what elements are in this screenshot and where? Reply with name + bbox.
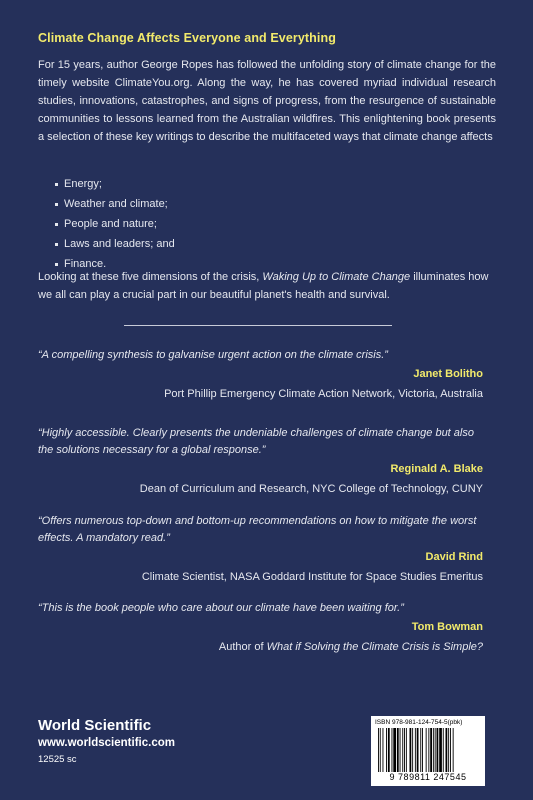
list-item: Weather and climate; <box>55 194 175 214</box>
barcode-bar <box>430 728 432 772</box>
reviewer-affiliation: Dean of Curriculum and Research, NYC College of Technology, CUNY <box>139 483 483 495</box>
barcode-bar <box>410 728 412 772</box>
barcode-bar <box>443 728 444 772</box>
barcode-bar <box>404 728 405 772</box>
outro-text-end: illuminates how we all can play a crucial part in our beautiful planet's health and survival. <box>38 271 489 301</box>
barcode-bar <box>437 728 439 772</box>
barcode-bar <box>406 728 407 772</box>
reviewer-name: Tom Bowman <box>411 621 483 633</box>
divider <box>124 325 392 326</box>
barcode-bar <box>378 728 379 772</box>
barcode-bar <box>402 728 403 772</box>
outro-text-start: Looking at these five dimensions of the crisis, <box>38 271 263 283</box>
review-quote: “This is the book people who care about our climate have been waiting for.” <box>38 602 404 614</box>
reviewer-name: Reginald A. Blake <box>390 463 483 475</box>
intro-paragraph: For 15 years, author George Ropes has followed the unfolding story of climate change for the timely website ClimateYou.org. Along the way, he has covered myriad individual research studies, innovations, catastrophes, and signs of progress, from the resurgence of sustainable communities to lessons learned from the Australian wildfires. This enlightening book presents a selection of these key writings to describe the multifaceted ways that climate change affects <box>38 59 496 143</box>
review-block <box>38 513 483 585</box>
barcode-bar <box>415 728 416 772</box>
cover-heading: Climate Change Affects Everyone and Everything <box>38 31 336 45</box>
barcode-bar <box>386 728 387 772</box>
review-block <box>38 600 483 655</box>
review-quote: “Offers numerous top-down and bottom-up recommendations on how to mitigate the worst effects. A mandatory read.” <box>38 515 477 544</box>
outro-paragraph <box>38 268 496 304</box>
affiliation-book-title: What if Solving the Climate Crisis is Simple? <box>266 641 483 653</box>
affiliation-prefix: Author of <box>218 641 267 653</box>
review-block <box>38 347 483 402</box>
list-item: Finance. <box>55 254 175 274</box>
barcode-bar <box>450 728 451 772</box>
review-block <box>38 425 483 497</box>
list-item: Energy; <box>55 174 175 194</box>
barcode-bar <box>383 728 384 772</box>
barcode-bar <box>412 728 413 772</box>
barcode-bar <box>439 728 442 772</box>
barcode-bar <box>446 728 448 772</box>
barcode-bar <box>392 728 393 772</box>
barcode-bar <box>433 728 434 772</box>
barcode-number: 9 789811 247545 <box>389 772 467 782</box>
barcode-bar <box>435 728 436 772</box>
reviewer-affiliation: Climate Scientist, NASA Goddard Institute for Space Studies Emeritus <box>141 571 483 583</box>
barcode-bars <box>376 728 480 772</box>
publisher-code: 12525 sc <box>38 754 77 765</box>
list-item: People and nature; <box>55 214 175 234</box>
list-item: Laws and leaders; and <box>55 234 175 254</box>
dimensions-list <box>55 174 175 274</box>
barcode-bar <box>397 728 399 772</box>
barcode-bar <box>417 728 419 772</box>
publisher-logo-text: World Scientific <box>38 717 152 734</box>
book-title: Waking Up to Climate Change <box>262 271 411 283</box>
barcode-bar <box>426 728 427 772</box>
isbn-label: ISBN 978-981-124-754-5(pbk) <box>375 719 463 726</box>
reviewer-affiliation <box>38 639 483 655</box>
barcode-bar <box>400 728 401 772</box>
barcode-bar <box>420 728 421 772</box>
barcode-bar <box>388 728 390 772</box>
barcode-bar <box>448 728 449 772</box>
publisher-url: www.worldscientific.com <box>38 737 175 749</box>
barcode-bar <box>393 728 396 772</box>
barcode-bar <box>422 728 423 772</box>
review-quote: “A compelling synthesis to galvanise urgent action on the climate crisis.” <box>38 349 388 361</box>
barcode-bar <box>428 728 429 772</box>
reviewer-affiliation: Port Phillip Emergency Climate Action Network, Victoria, Australia <box>164 388 483 400</box>
barcode-bar <box>453 728 454 772</box>
reviewer-name: Janet Bolitho <box>413 368 483 380</box>
barcode-bar <box>380 728 381 772</box>
isbn-barcode <box>371 716 485 786</box>
reviewer-name: David Rind <box>425 551 483 563</box>
review-quote: “Highly accessible. Clearly presents the undeniable challenges of climate change but also the solutions necessary for a global response.” <box>38 427 474 456</box>
